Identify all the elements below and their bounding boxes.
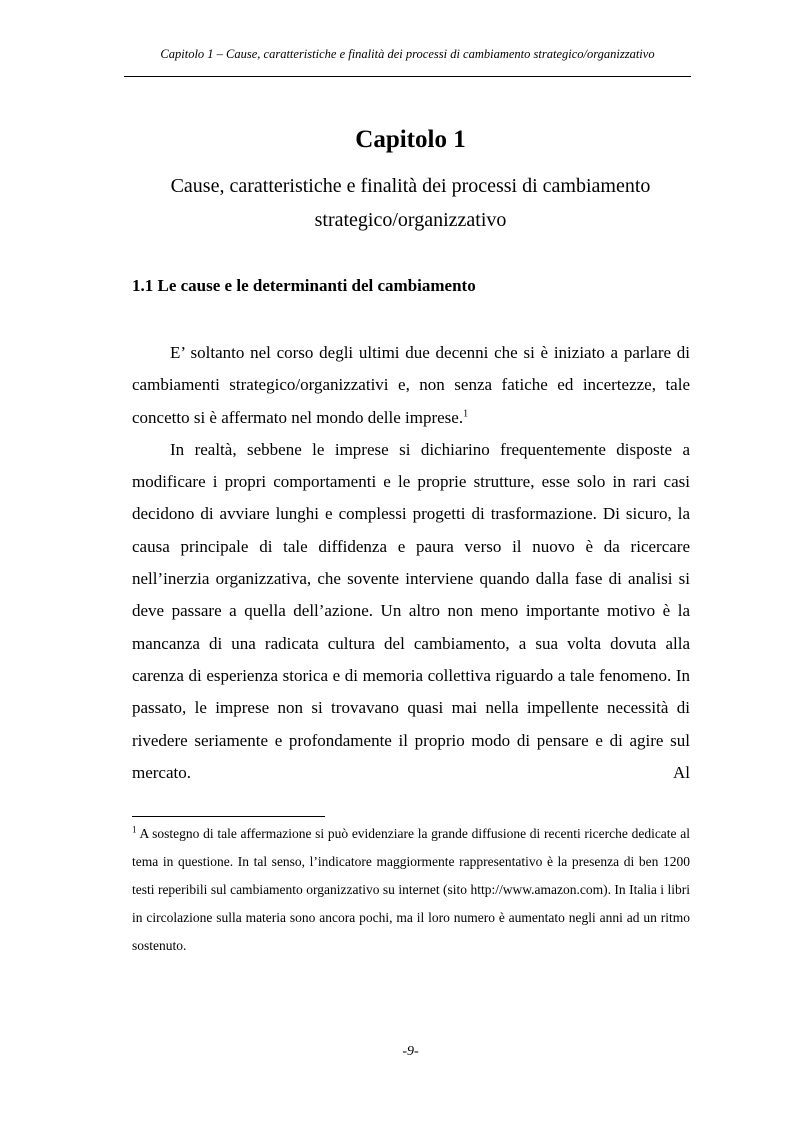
footnote xyxy=(132,820,690,960)
chapter-subtitle-line2: strategico/organizzativo xyxy=(314,209,507,231)
paragraph-2: In realtà, sebbene le imprese si dichiarino frequentemente disposte a modificare i propri comportamenti e le proprie strutture, esse solo in rari casi decidono di avviare lunghi e complessi progetti di trasformazione. Di sicuro, la causa principale di tale diffidenza e paura verso il nuovo è da ricercare nell’inerzia organizzativa, che sovente interviene quando dalla fase di analisi si deve passare a quella dell’azione. Un altro non meno importante motivo è la mancanza di una radicata cultura del cambiamento, a sua volta dovuta alla carenza di esperienza storica e di memoria collettiva riguardo a tale fenomeno. In passato, le imprese non si trovavano quasi mai nella impellente necessità di rivedere seriamente e profondamente il proprio modo di pensare e di agire sul mercato. Al xyxy=(132,439,690,782)
chapter-title: Capitolo 1 xyxy=(355,126,466,153)
body-text xyxy=(132,337,690,789)
header-rule xyxy=(124,76,691,77)
section-heading: 1.1 Le cause e le determinanti del cambiamento xyxy=(132,276,476,295)
footnote-rule xyxy=(132,816,325,817)
running-header: Capitolo 1 – Cause, caratteristiche e finalità dei processi di cambiamento strategico/organizzativo xyxy=(160,47,655,61)
footnote-reference[interactable]: 1 xyxy=(463,407,469,419)
chapter-subtitle-line1: Cause, caratteristiche e finalità dei processi di cambiamento xyxy=(170,175,651,197)
paragraph-1 xyxy=(132,337,690,434)
page-number: -9- xyxy=(402,1044,419,1059)
footnote-text: A sostegno di tale affermazione si può evidenziare la grande diffusione di recenti ricerche dedicate al tema in questione. In tal senso, l’indicatore maggiormente rappresentativo è la presenza di ben 1200 testi reperibili sul cambiamento organizzativo su internet (sito http://www.amazon.com). In Italia i libri in circolazione sulla materia sono ancora pochi, ma il loro numero è aumentato negli anni ad un ritmo sostenuto. xyxy=(132,826,690,953)
paragraph-1-text: E’ soltanto nel corso degli ultimi due decenni che si è iniziato a parlare di cambiamenti strategico/organizzativi e, non senza fatiche ed incertezze, tale concetto si è affermato nel mondo delle imprese. xyxy=(132,343,690,427)
footnote-number: 1 xyxy=(132,824,137,835)
chapter-subtitle xyxy=(124,169,697,237)
